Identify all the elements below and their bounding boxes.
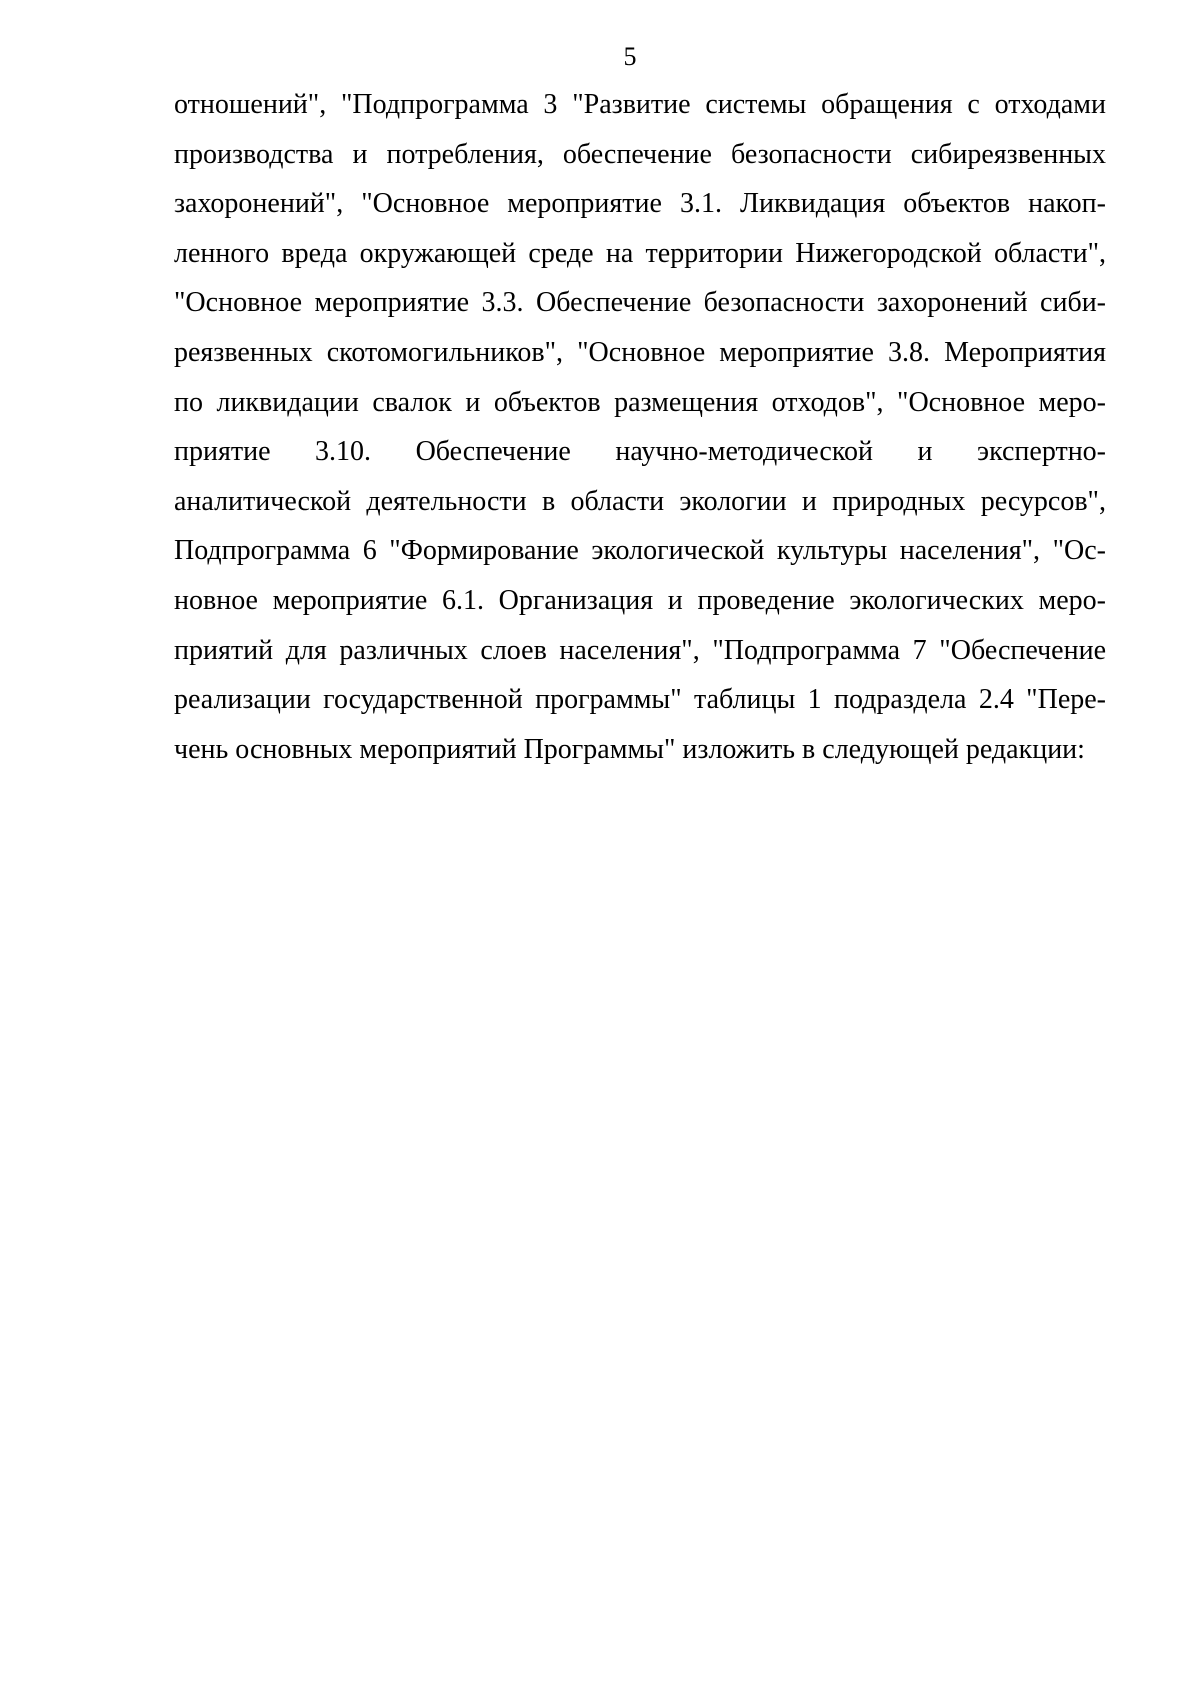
text-line: отношений", "Подпрограмма 3 "Развитие системы обращения с отходами [174,89,1106,120]
text-line: приятий для различных слоев населения", "Подпрограмма 7 "Обеспечение [174,634,1106,666]
page-number: 5 [623,42,637,71]
text-line: приятие 3.10. Обеспечение научно-методической и экспертно- [174,436,1106,468]
text-line: производства и потребления, обеспечение безопасности сибиреязвенных [174,138,1106,170]
text-line: захоронений", "Основное мероприятие 3.1. Ликвидация объектов накоп- [174,188,1106,220]
text-line: по ликвидации свалок и объектов размещения отходов", "Основное меро- [174,386,1106,418]
text-line: Подпрограмма 6 "Формирование экологической культуры населения", "Ос- [174,535,1106,567]
text-line: ленного вреда окружающей среде на территории Нижегородской области", [174,237,1106,269]
text-line: новное мероприятие 6.1. Организация и проведение экологических меро- [174,584,1106,616]
text-line: реализации государственной программы" таблицы 1 подраздела 2.4 "Пере- [174,684,1106,716]
text-line: реязвенных скотомогильников", "Основное мероприятие 3.8. Мероприятия [174,336,1106,368]
text-line: "Основное мероприятие 3.3. Обеспечение безопасности захоронений сиби- [174,287,1106,319]
body-paragraph [174,80,1106,774]
text-line: аналитической деятельности в области экологии и природных ресурсов", [174,485,1106,517]
text-line-last: чень основных мероприятий Программы" изложить в следующей редакции: [174,733,1085,765]
